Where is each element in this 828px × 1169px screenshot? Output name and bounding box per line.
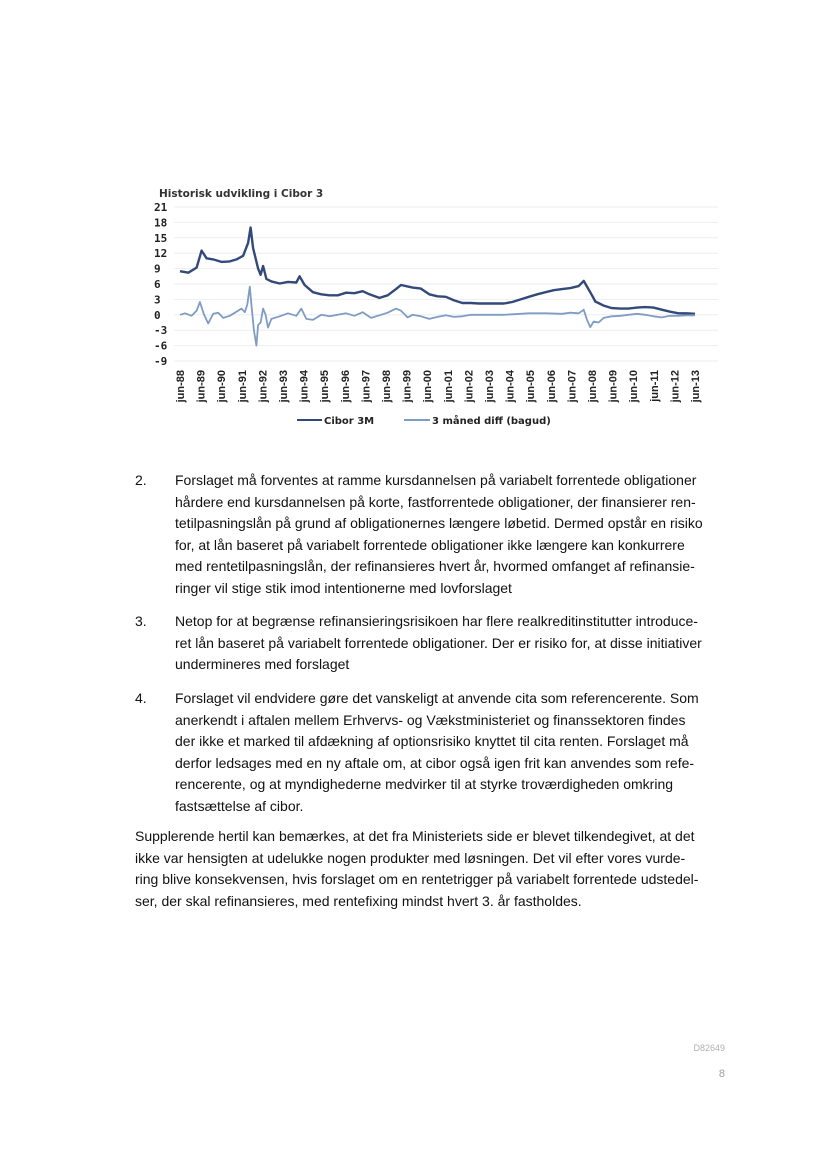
x-tick-label: jun-97 xyxy=(360,370,373,403)
text-line: fastsættelse af cibor. xyxy=(175,797,304,814)
x-tick-label: jun-07 xyxy=(566,370,579,403)
text-line: hårdere end kursdannelsen på korte, fastforrentede obligationer, der finansierer ren- xyxy=(175,493,696,510)
y-tick-label: -9 xyxy=(154,355,168,368)
text-line: Netop for at begrænse refinansieringsrisikoen har flere realkreditinstitutter introduce- xyxy=(175,613,698,629)
list-number: 2. xyxy=(135,472,147,488)
text-line: Forslaget vil endvidere gøre det vanskeligt at anvende cita som referencerente. Som xyxy=(175,690,699,706)
x-tick-label: jun-04 xyxy=(504,370,517,403)
chart-title: Historisk udvikling i Cibor 3 xyxy=(159,188,324,200)
x-tick-label: jun-90 xyxy=(216,370,229,403)
x-tick-label: jun-03 xyxy=(484,370,496,403)
chart-series xyxy=(180,228,695,346)
y-tick-label: 9 xyxy=(154,262,161,276)
text-line: Forslaget må forventes at ramme kursdannelsen på variabelt forrentede obligationer xyxy=(175,472,697,488)
x-tick-label: jun-00 xyxy=(422,370,435,403)
text-line: med rentetilpasningslån, der refinansieres hvert år, hvormed omfanget af refinansie- xyxy=(175,558,695,574)
page-number: 8 xyxy=(718,1068,725,1080)
list-item-2 xyxy=(135,470,735,599)
text-line: for, at lån baseret på variabelt forrentede obligationer ikke længere kan konkurrere xyxy=(175,536,685,553)
text-line: undermineres med forslaget xyxy=(175,656,350,672)
text-line: ring blive konsekvensen, hvis forslaget om en rentetrigger på variabelt forrentede udstedel- xyxy=(135,871,699,887)
x-tick-label: jun-06 xyxy=(545,370,558,403)
y-tick-label: 12 xyxy=(154,247,168,261)
y-tick-label: -6 xyxy=(154,339,168,353)
text-line: ikke var hensigten at udelukke nogen produkter med løsningen. Det vil efter vores vurde- xyxy=(135,849,686,866)
y-tick-label: -3 xyxy=(154,324,168,338)
y-tick-label: 21 xyxy=(154,201,168,214)
x-tick-label: jun-94 xyxy=(298,370,311,403)
x-tick-label: jun-99 xyxy=(401,370,414,403)
x-tick-label: jun-98 xyxy=(381,370,393,403)
list-text xyxy=(175,470,735,599)
text-line: ret lån baseret på variabelt forrentede obligationer. Der er risiko for, at disse initiativer xyxy=(175,634,702,651)
x-tick-label: jun-11 xyxy=(648,370,661,402)
x-tick-label: jun-08 xyxy=(587,370,599,403)
list-number: 4. xyxy=(135,690,147,706)
list-item-4 xyxy=(135,688,735,817)
list-text xyxy=(175,611,735,676)
y-tick-label: 6 xyxy=(154,278,161,291)
chart-legend xyxy=(297,414,551,427)
list-text xyxy=(175,688,735,817)
text-line: rencerente, og at myndighederne medvirker til at styrke troværdigheden omkring xyxy=(175,776,674,792)
chart-x-axis xyxy=(175,369,702,403)
legend-label-diff: 3 måned diff (bagud) xyxy=(432,416,551,427)
x-tick-label: jun-10 xyxy=(628,370,641,403)
list-number: 3. xyxy=(135,613,147,629)
x-tick-label: jun-01 xyxy=(442,370,455,403)
text-line: ringer vil stige stik imod intentionerne med lovforslaget xyxy=(175,579,512,596)
closing-paragraph xyxy=(135,826,735,912)
x-tick-label: jun-93 xyxy=(278,370,290,403)
chart-svg xyxy=(140,180,730,430)
x-tick-label: jun-91 xyxy=(236,370,249,403)
text-line: Supplerende hertil kan bemærkes, at det fra Ministeriets side er blevet tilkendegivet, at det xyxy=(135,828,695,844)
x-tick-label: jun-02 xyxy=(463,370,476,403)
text-line: ser, der skal refinansieres, med rentefixing mindst hvert 3. år fastholdes. xyxy=(135,892,582,909)
x-tick-label: jun-13 xyxy=(690,370,702,403)
x-tick-label: jun-09 xyxy=(607,370,620,403)
x-tick-label: jun-89 xyxy=(195,370,208,403)
y-tick-label: 3 xyxy=(154,293,161,307)
cibor-chart xyxy=(140,180,730,430)
x-tick-label: jun-12 xyxy=(669,370,682,403)
y-tick-label: 18 xyxy=(154,216,168,230)
x-tick-label: jun-92 xyxy=(257,370,270,403)
text-line: der ikke et marked til afdækning af optionsrisiko knyttet til cita renten. Forslaget må xyxy=(175,733,689,749)
x-tick-label: jun-95 xyxy=(319,370,332,403)
y-tick-label: 0 xyxy=(154,308,161,322)
chart-y-axis xyxy=(154,201,168,368)
document-reference: D82649 xyxy=(693,1043,725,1053)
y-tick-label: 15 xyxy=(154,231,168,245)
series-line-cibor-3m xyxy=(180,228,695,314)
text-line: tetilpasningslån på grund af obligationernes længere løbetid. Dermed opstår en risiko xyxy=(175,515,703,531)
x-tick-label: jun-05 xyxy=(525,370,538,403)
text-line: derfor ledsages med en ny aftale om, at cibor også igen frit kan anvendes som refe- xyxy=(175,754,695,771)
x-tick-label: jun-96 xyxy=(339,370,352,403)
list-item-3 xyxy=(135,611,735,676)
x-tick-label: jun-88 xyxy=(175,370,187,403)
text-line: anerkendt i aftalen mellem Erhvervs- og Vækstministeriet og finanssektoren findes xyxy=(175,711,686,728)
legend-label-cibor: Cibor 3M xyxy=(324,416,375,427)
